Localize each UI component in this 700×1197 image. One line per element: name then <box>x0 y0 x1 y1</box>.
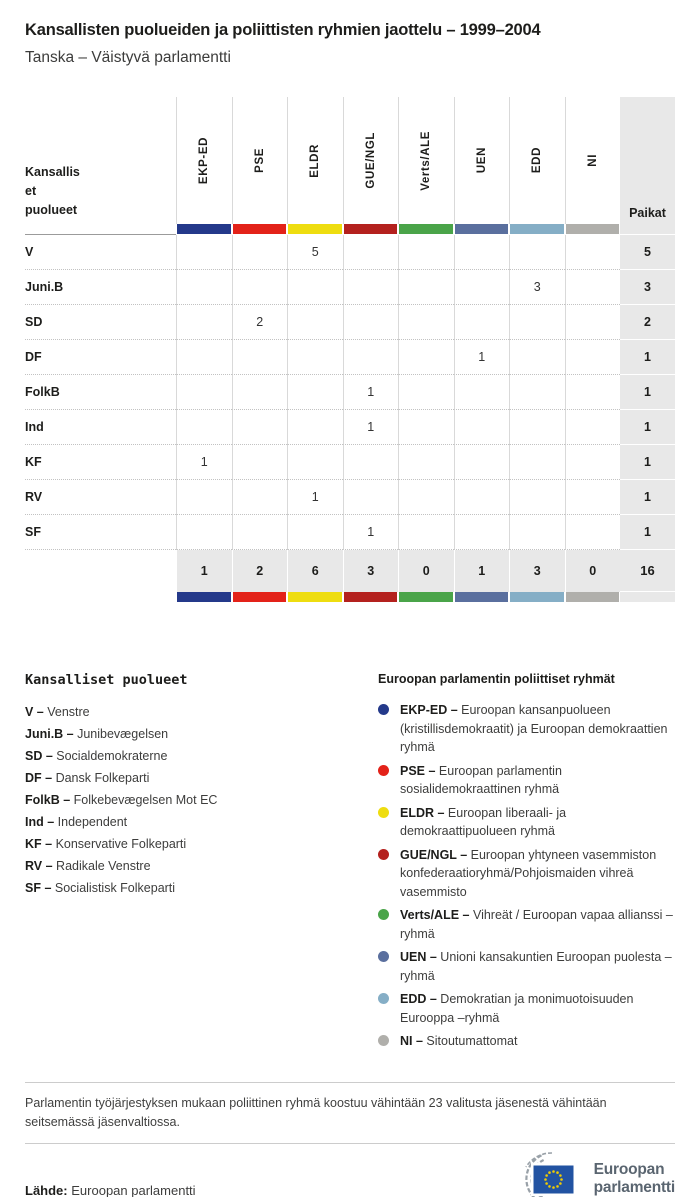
seat-count-cell <box>343 235 399 270</box>
group-column-label: Verts/ALE <box>420 130 433 191</box>
page-subtitle: Tanska – Väistyvä parlamentti <box>25 49 231 66</box>
seat-count-cell <box>509 515 565 550</box>
seat-count-cell <box>287 305 343 340</box>
seat-count-cell <box>398 445 454 480</box>
source-text <box>25 1183 196 1197</box>
group-column-header <box>509 97 565 224</box>
group-color-swatch <box>566 224 620 234</box>
legend-party-code: V – <box>25 705 44 719</box>
hemicycle-icon <box>502 1152 588 1197</box>
seat-count-cell <box>232 480 288 515</box>
european-parliament-logo <box>502 1152 675 1197</box>
table-corner-header-line: et <box>25 184 37 198</box>
seat-count-cell <box>398 480 454 515</box>
row-seats-total: 1 <box>620 480 675 515</box>
party-row-label: SF <box>25 515 176 550</box>
seat-count-cell <box>232 410 288 445</box>
seat-count-cell <box>509 305 565 340</box>
group-column-label: GUE/NGL <box>364 132 377 189</box>
legend-party-code: SD – <box>25 749 53 763</box>
table-corner-header <box>25 97 176 235</box>
seats-column-header: Paikat <box>620 97 675 235</box>
legend-group-code: GUE/NGL – <box>400 847 468 862</box>
legend-party-item: SF – Socialistisk Folkeparti <box>25 881 176 895</box>
seat-count-cell: 2 <box>232 305 288 340</box>
legend-group-text: ELDR – Euroopan liberaali- ja demokraattipuolueen ryhmä <box>400 805 567 838</box>
national-parties-heading: Kansalliset puolueet <box>25 672 188 688</box>
legend-party-item: RV – Radikale Venstre <box>25 859 151 873</box>
legend-group-item <box>378 762 675 799</box>
totals-row-spacer <box>25 550 176 592</box>
legend-party-code: DF – <box>25 771 53 785</box>
national-parties-legend <box>25 672 378 1056</box>
seat-count-cell <box>343 480 399 515</box>
seat-count-cell <box>565 235 621 270</box>
legend-color-dot <box>378 993 389 1004</box>
legend-group-text: NI – Sitoutumattomat <box>400 1034 518 1048</box>
party-row-label: SD <box>25 305 176 340</box>
seat-count-cell <box>176 235 232 270</box>
legend-group-item <box>378 804 675 841</box>
seat-count-cell <box>343 305 399 340</box>
seat-count-cell <box>454 480 510 515</box>
seat-count-cell <box>287 270 343 305</box>
row-seats-total: 3 <box>620 270 675 305</box>
political-groups-heading: Euroopan parlamentin poliittiset ryhmät <box>378 672 615 686</box>
legend-group-item <box>378 906 675 943</box>
seat-count-cell <box>287 410 343 445</box>
legend-group-item <box>378 990 675 1027</box>
group-color-swatch <box>399 224 453 234</box>
page-title: Kansallisten puolueiden ja poliittisten ryhmien jaottelu – 1999–2004 <box>25 21 541 39</box>
logo-word-line1: Euroopan <box>593 1160 665 1178</box>
legend-party-code: SF – <box>25 881 52 895</box>
group-column-label: NI <box>586 154 599 167</box>
row-seats-total: 1 <box>620 445 675 480</box>
group-color-swatch-bottom <box>177 592 231 602</box>
eu-flag-icon <box>531 1163 576 1196</box>
seat-count-cell: 1 <box>287 480 343 515</box>
party-row-label: FolkB <box>25 375 176 410</box>
seat-count-cell <box>454 270 510 305</box>
seat-count-cell <box>565 480 621 515</box>
seat-count-cell <box>454 375 510 410</box>
seat-count-cell <box>343 270 399 305</box>
legend-group-code: ELDR – <box>400 805 445 820</box>
group-column-label: EKP-ED <box>198 136 211 185</box>
group-color-swatch-bottom <box>399 592 453 602</box>
legend-party-code: KF – <box>25 837 53 851</box>
seat-count-cell: 1 <box>343 375 399 410</box>
seat-count-cell <box>565 305 621 340</box>
seat-count-cell <box>176 270 232 305</box>
seat-count-cell <box>565 375 621 410</box>
seat-count-cell <box>398 410 454 445</box>
seat-count-cell <box>565 515 621 550</box>
source-value: Euroopan parlamentti <box>71 1182 196 1197</box>
seat-count-cell <box>287 445 343 480</box>
group-column-header <box>454 97 510 224</box>
legend-color-dot <box>378 909 389 920</box>
legend-group-text: PSE – Euroopan parlamentin sosialidemokraattinen ryhmä <box>400 763 562 796</box>
footnote: Parlamentin työjärjestyksen mukaan poliittinen ryhmä koostuu vähintään 23 valitusta jäsenestä vähintään seitsemässä jäsenvaltiossa. <box>25 1095 607 1129</box>
seat-count-cell <box>565 410 621 445</box>
seat-count-cell <box>343 340 399 375</box>
group-color-swatch <box>455 224 509 234</box>
logo-word-line2: parlamentti <box>593 1178 675 1196</box>
seat-count-cell <box>509 340 565 375</box>
legend-group-text: UEN – Unioni kansakuntien Euroopan puolesta – ryhmä <box>400 950 672 983</box>
group-color-swatch <box>510 224 564 234</box>
seat-count-cell <box>565 340 621 375</box>
seats-column-footer <box>620 592 675 602</box>
legend-group-item <box>378 701 675 757</box>
group-color-swatch-bottom <box>233 592 287 602</box>
seat-count-cell <box>454 235 510 270</box>
seat-count-cell <box>287 515 343 550</box>
seat-count-cell <box>398 270 454 305</box>
seat-count-cell <box>287 375 343 410</box>
seat-count-cell <box>454 445 510 480</box>
seats-table-wrapper <box>25 97 675 602</box>
seat-count-cell <box>509 235 565 270</box>
group-column-header <box>565 97 621 224</box>
legend-party-item: V – Venstre <box>25 705 90 719</box>
seat-count-cell: 1 <box>343 410 399 445</box>
group-total-cell: 3 <box>509 550 565 592</box>
group-column-label: PSE <box>253 148 266 173</box>
political-groups-legend <box>378 672 675 1056</box>
row-seats-total: 1 <box>620 515 675 550</box>
legend-color-dot <box>378 765 389 776</box>
party-row-label: Ind <box>25 410 176 445</box>
group-color-swatch <box>344 224 398 234</box>
group-column-header <box>287 97 343 224</box>
seat-count-cell <box>398 515 454 550</box>
group-color-swatch-bottom <box>510 592 564 602</box>
legend-party-item: SD – Socialdemokraterne <box>25 749 168 763</box>
seat-count-cell <box>176 305 232 340</box>
party-row-label: V <box>25 235 176 270</box>
row-seats-total: 1 <box>620 410 675 445</box>
group-total-cell: 0 <box>565 550 621 592</box>
legend-group-item <box>378 846 675 902</box>
seat-count-cell <box>176 410 232 445</box>
seat-count-cell <box>454 410 510 445</box>
seat-count-cell <box>398 375 454 410</box>
legend-group-code: EDD – <box>400 992 437 1006</box>
seat-count-cell <box>509 445 565 480</box>
legend-group-item <box>378 948 675 985</box>
group-color-swatch-bottom <box>288 592 342 602</box>
seat-count-cell <box>398 305 454 340</box>
legend-party-code: Ind – <box>25 815 55 829</box>
seat-count-cell <box>232 270 288 305</box>
row-seats-total: 5 <box>620 235 675 270</box>
group-color-swatch <box>288 224 342 234</box>
source-label: Lähde: <box>25 1182 68 1197</box>
seat-count-cell <box>232 445 288 480</box>
grand-total-cell: 16 <box>620 550 675 592</box>
seat-count-cell <box>232 375 288 410</box>
seat-count-cell <box>509 480 565 515</box>
legend-section <box>25 672 675 1056</box>
table-corner-header-line: puolueet <box>25 203 78 217</box>
seat-count-cell: 1 <box>454 340 510 375</box>
group-color-swatch-bottom <box>455 592 509 602</box>
seat-count-cell: 1 <box>343 515 399 550</box>
group-color-swatch-bottom <box>344 592 398 602</box>
row-seats-total: 1 <box>620 375 675 410</box>
legend-color-dot <box>378 951 389 962</box>
seat-count-cell <box>343 445 399 480</box>
divider-bottom <box>25 1143 675 1144</box>
seat-count-cell <box>398 235 454 270</box>
group-total-cell: 1 <box>454 550 510 592</box>
seat-count-cell <box>398 340 454 375</box>
seats-table <box>25 97 675 602</box>
seat-count-cell: 5 <box>287 235 343 270</box>
seat-count-cell <box>454 515 510 550</box>
seat-count-cell <box>287 340 343 375</box>
source-row <box>25 1152 675 1197</box>
legend-party-code: RV – <box>25 859 53 873</box>
seat-count-cell <box>565 270 621 305</box>
legend-color-dot <box>378 849 389 860</box>
legend-group-code: EKP-ED – <box>400 703 458 717</box>
group-column-header <box>232 97 288 224</box>
legend-color-dot <box>378 704 389 715</box>
seat-count-cell <box>509 410 565 445</box>
divider-top <box>25 1082 675 1083</box>
group-column-header <box>398 97 454 224</box>
group-total-cell: 2 <box>232 550 288 592</box>
seat-count-cell <box>454 305 510 340</box>
seat-count-cell <box>176 480 232 515</box>
national-parties-list <box>25 705 378 896</box>
legend-color-dot <box>378 807 389 818</box>
seat-count-cell <box>176 375 232 410</box>
political-groups-list <box>378 701 675 1051</box>
logo-wordmark <box>594 1161 675 1197</box>
legend-group-code: UEN – <box>400 950 437 964</box>
legend-group-text: Verts/ALE – Vihreät / Euroopan vapaa allianssi – ryhmä <box>400 908 673 941</box>
seat-count-cell <box>232 515 288 550</box>
group-total-cell: 1 <box>176 550 232 592</box>
group-color-swatch <box>233 224 287 234</box>
table-corner-header-line: Kansallis <box>25 165 80 179</box>
party-row-label: KF <box>25 445 176 480</box>
group-total-cell: 3 <box>343 550 399 592</box>
group-total-cell: 0 <box>398 550 454 592</box>
party-row-label: DF <box>25 340 176 375</box>
row-seats-total: 1 <box>620 340 675 375</box>
seat-count-cell <box>176 340 232 375</box>
group-column-label: EDD <box>531 147 544 174</box>
seat-count-cell: 1 <box>176 445 232 480</box>
legend-party-item: DF – Dansk Folkeparti <box>25 771 150 785</box>
legend-party-code: Juni.B – <box>25 727 74 741</box>
legend-group-code: PSE – <box>400 763 436 778</box>
party-row-label: RV <box>25 480 176 515</box>
seat-count-cell <box>509 375 565 410</box>
group-color-swatch-bottom <box>566 592 620 602</box>
group-column-header <box>343 97 399 224</box>
seat-count-cell <box>565 445 621 480</box>
seat-count-cell <box>232 235 288 270</box>
legend-group-text: EDD – Demokratian ja monimuotoisuuden Eurooppa –ryhmä <box>400 992 634 1025</box>
seat-count-cell <box>232 340 288 375</box>
legend-group-text: EKP-ED – Euroopan kansanpuolueen (kristillisdemokraatit) ja Euroopan demokraattien ryhmä <box>400 703 668 754</box>
group-total-cell: 6 <box>287 550 343 592</box>
group-column-label: UEN <box>475 147 488 174</box>
legend-party-item: FolkB – Folkebevægelsen Mot EC <box>25 793 218 807</box>
row-seats-total: 2 <box>620 305 675 340</box>
legend-party-item: KF – Konservative Folkeparti <box>25 837 187 851</box>
legend-group-code: Verts/ALE – <box>400 908 470 922</box>
legend-party-item: Juni.B – Junibevægelsen <box>25 727 169 741</box>
group-column-label: ELDR <box>309 143 322 178</box>
group-color-swatch <box>177 224 231 234</box>
group-column-header <box>176 97 232 224</box>
seat-count-cell <box>176 515 232 550</box>
legend-party-item: Ind – Independent <box>25 815 128 829</box>
legend-group-item <box>378 1032 675 1051</box>
party-row-label: Juni.B <box>25 270 176 305</box>
legend-color-dot <box>378 1035 389 1046</box>
legend-group-code: NI – <box>400 1034 423 1048</box>
legend-group-text: GUE/NGL – Euroopan yhtyneen vasemmiston konfederaatioryhmä/Pohjoismaiden vihreä vasemmisto <box>400 847 657 899</box>
legend-party-code: FolkB – <box>25 793 71 807</box>
seat-count-cell: 3 <box>509 270 565 305</box>
